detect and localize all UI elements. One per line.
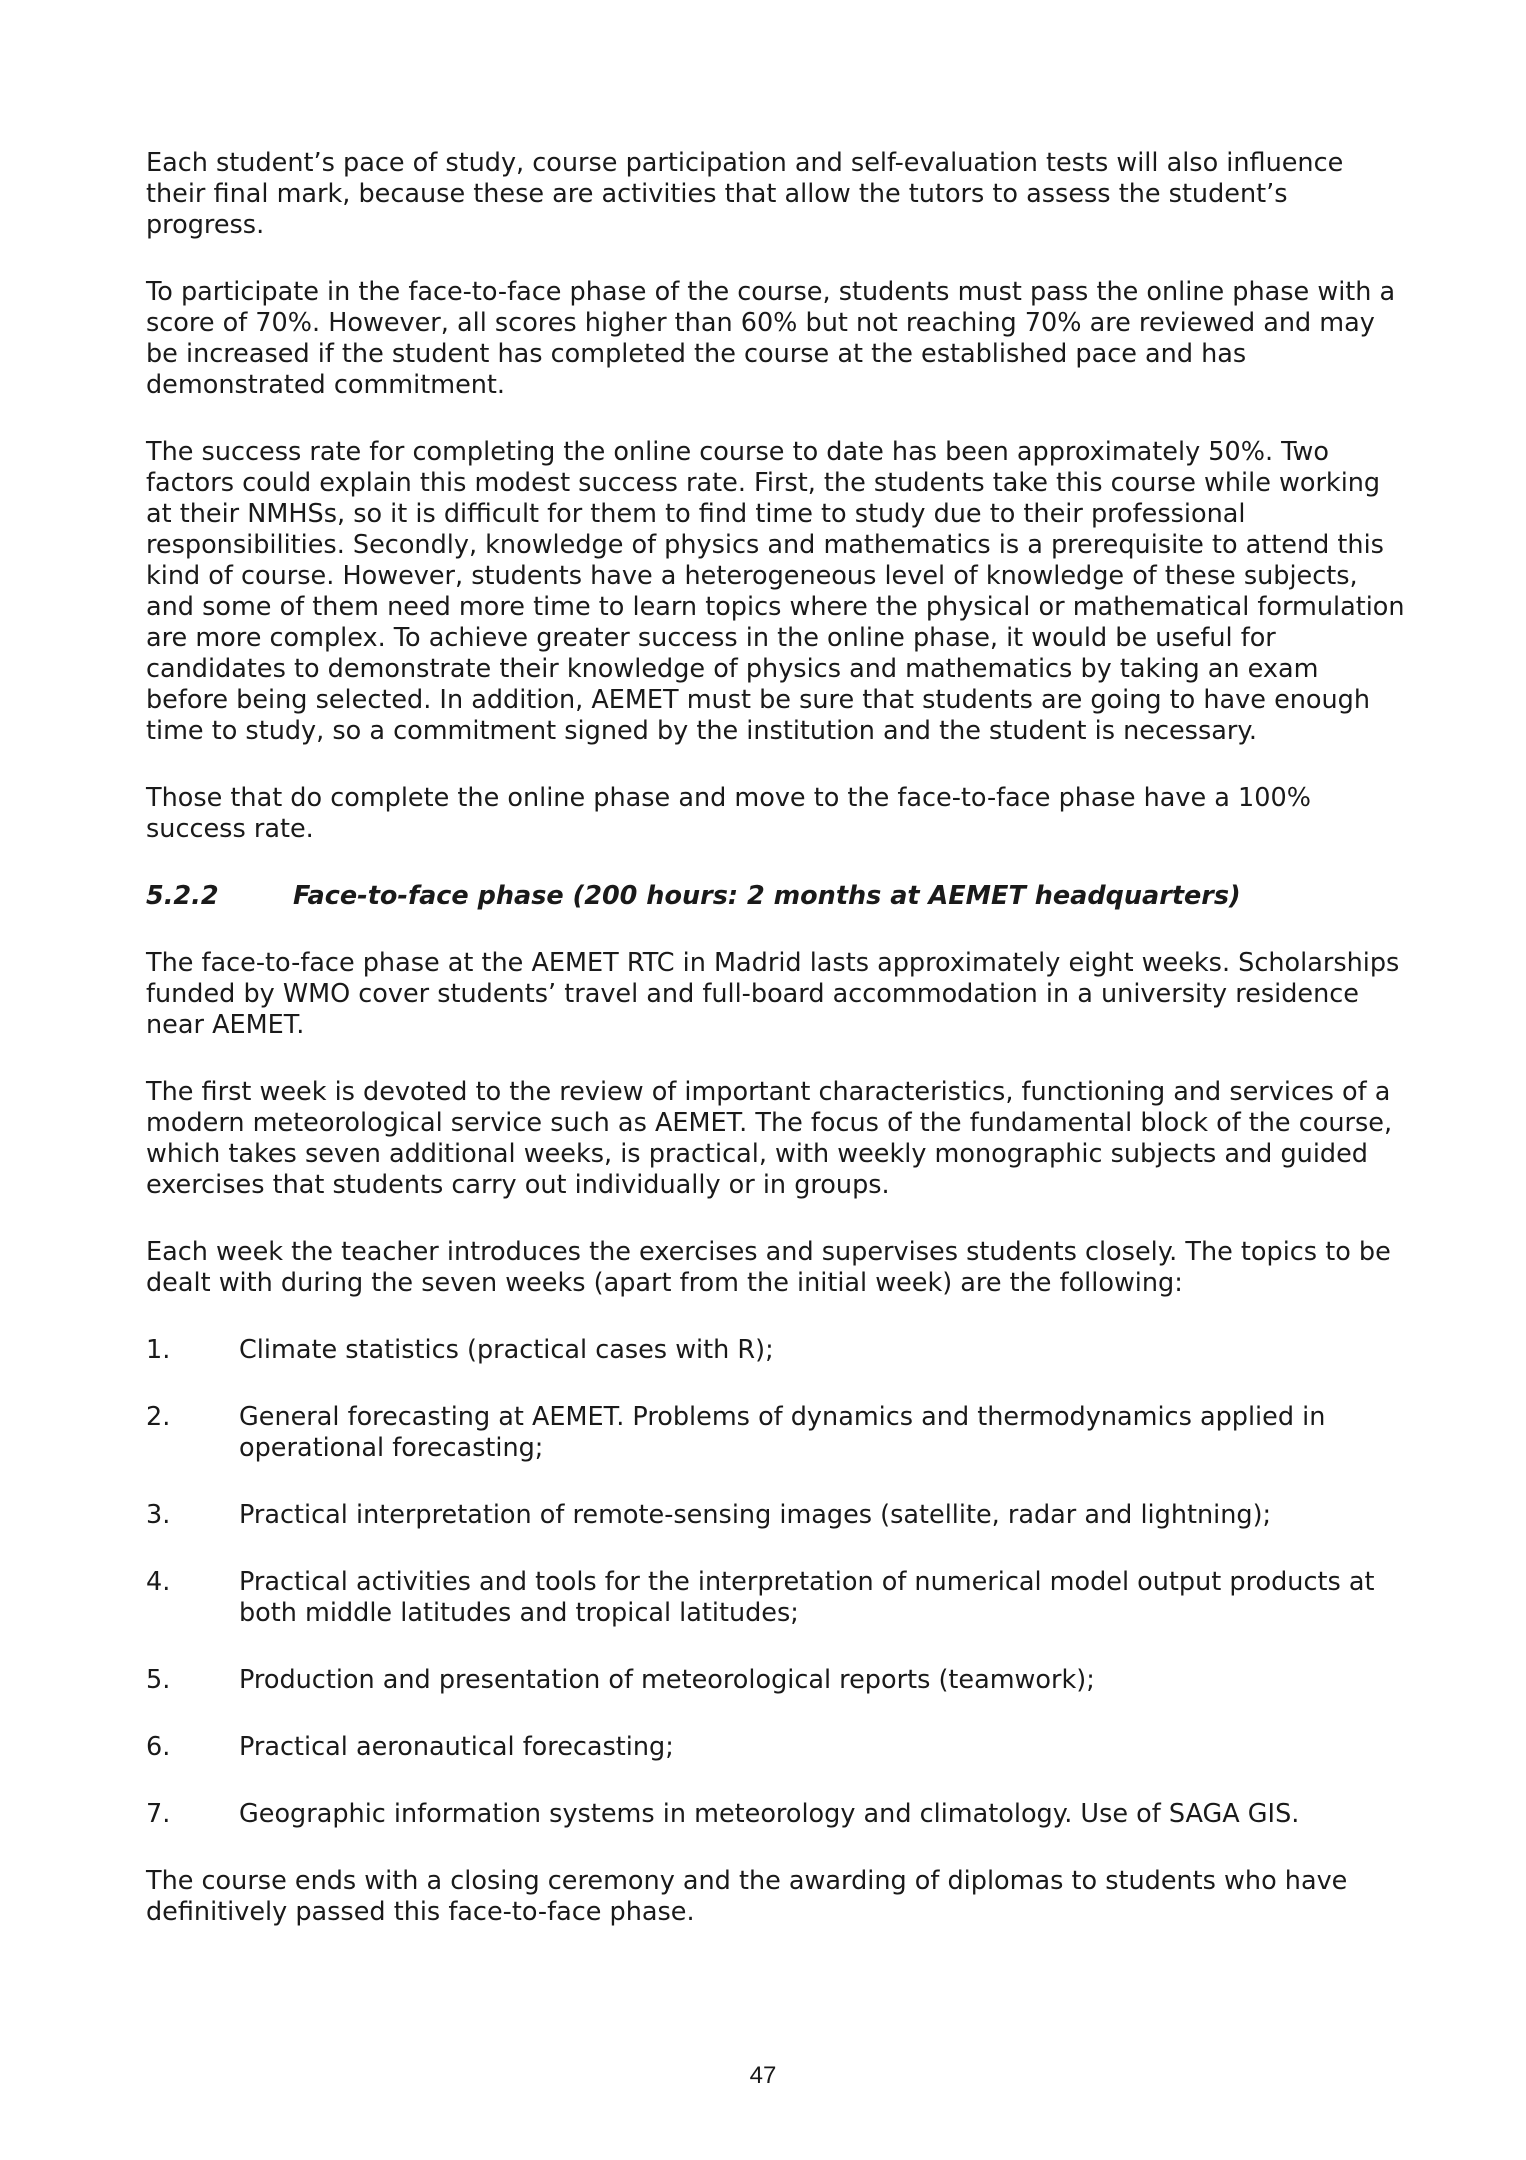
- paragraph-student-pace: Each student’s pace of study, course participation and self-evaluation tests will also influence their final mark, because these are activities that allow the tutors to assess the student’s progress.: [146, 148, 1344, 240]
- paragraph-success-rate: The success rate for completing the online course to date has been approximately 50%. Two factors could explain this modest success rate. First, the students take this course while working at their NMHSs, so it is difficult for them to find time to study due to their professional responsibilities. Secondly, knowledge of physics and mathematics is a prerequisite to attend this kind of course. However, students have a heterogeneous level of knowledge of these subjects, and some of them need more time to learn topics where the physical or mathematical formulation are more complex. To achieve greater success in the online phase, it would be useful for candidates to demonstrate their knowledge of physics and mathematics by taking an exam before being selected. In addition, AEMET must be sure that students are going to have enough time to study, so a commitment signed by the institution and the student is necessary.: [146, 437, 1405, 746]
- paragraph-participation-requirements: To participate in the face-to-face phase of the course, students must pass the online phase with a score of 70%. However, all scores higher than 60% but not reaching 70% are reviewed and may be increased if the student has completed the course at the established pace and has demonstrated commitment.: [146, 277, 1396, 400]
- list-item-text: Practical activities and tools for the interpretation of numerical model output products at both middle latitudes and tropical latitudes;: [239, 1567, 1375, 1628]
- section-heading: [146, 881, 1406, 912]
- list-item: [146, 1799, 1406, 1830]
- list-item-number: 1.: [146, 1335, 171, 1365]
- paragraph-first-week: The first week is devoted to the review of important characteristics, functioning and services of a modern meteorological service such as AEMET. The focus of the fundamental block of the course, which takes seven additional weeks, is practical, with weekly monographic subjects and guided exercises that students carry out individually or in groups.: [146, 1077, 1393, 1200]
- list-item: [146, 1732, 1406, 1763]
- list-item: [146, 1335, 1406, 1366]
- paragraph-phase-overview: The face-to-face phase at the AEMET RTC in Madrid lasts approximately eight weeks. Scholarships funded by WMO cover students’ travel and full-board accommodation in a university residence near AEMET.: [146, 948, 1400, 1040]
- list-item-text: Practical interpretation of remote-sensing images (satellite, radar and lightning);: [239, 1500, 1272, 1530]
- list-item: [146, 1402, 1406, 1464]
- section-title: Face-to-face phase (200 hours: 2 months at AEMET headquarters): [293, 881, 1241, 911]
- list-item-number: 5.: [146, 1665, 171, 1695]
- paragraph-completion-rate: Those that do complete the online phase and move to the face-to-face phase have a 100% success rate.: [146, 783, 1311, 844]
- document-page: [146, 148, 1406, 1964]
- section-number: 5.2.2: [146, 881, 219, 911]
- list-item: [146, 1665, 1406, 1696]
- paragraph-closing-ceremony: The course ends with a closing ceremony and the awarding of diplomas to students who have definitively passed this face-to-face phase.: [146, 1866, 1348, 1927]
- list-item-number: 2.: [146, 1402, 171, 1432]
- list-item: [146, 1567, 1406, 1629]
- list-item-text: Practical aeronautical forecasting;: [239, 1732, 674, 1762]
- list-item-number: 7.: [146, 1799, 171, 1829]
- topics-list: [146, 1335, 1406, 1830]
- list-item: [146, 1500, 1406, 1531]
- list-item-text: General forecasting at AEMET. Problems of dynamics and thermodynamics applied in operational forecasting;: [239, 1402, 1326, 1463]
- list-item-number: 4.: [146, 1567, 171, 1597]
- list-item-number: 3.: [146, 1500, 171, 1530]
- page-number: 47: [749, 2062, 777, 2089]
- list-item-number: 6.: [146, 1732, 171, 1762]
- list-item-text: Climate statistics (practical cases with R);: [239, 1335, 774, 1365]
- list-item-text: Geographic information systems in meteorology and climatology. Use of SAGA GIS.: [239, 1799, 1300, 1829]
- list-item-text: Production and presentation of meteorological reports (teamwork);: [239, 1665, 1095, 1695]
- paragraph-weekly-topics-intro: Each week the teacher introduces the exercises and supervises students closely. The topics to be dealt with during the seven weeks (apart from the initial week) are the following:: [146, 1237, 1391, 1298]
